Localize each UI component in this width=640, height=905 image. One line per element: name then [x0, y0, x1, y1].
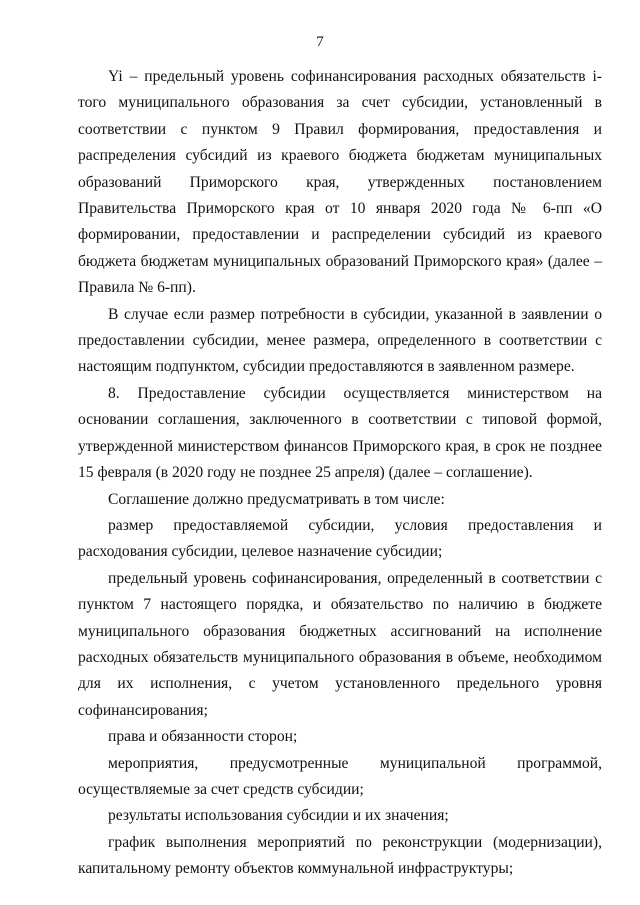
paragraph-agreement-intro: Соглашение должно предусматривать в том числе:: [108, 490, 445, 508]
list-item-program-measures: мероприятия, предусмотренные муниципальной программой, осуществляемые за счет средств субсидии;: [78, 754, 602, 798]
paragraph-yi-definition: Yi – предельный уровень софинансирования расходных обязательств i-того муниципального образования за счет субсидии, установленный в соответствии с пунктом 9 Правил формирования, предоставления и распределения субсидий из краевого бюджета бюджетам муниципальных образований Приморского края, утвержденных постановлением Правительства Приморского края от 10 января 2020 года № 6-пп «О формировании, предоставлении и распределении субсидий из краевого бюджета бюджетам муниципальных образований Приморского края» (далее – Правила № 6-пп).: [78, 68, 602, 297]
document-body: [78, 64, 602, 883]
list-item-schedule: график выполнения мероприятий по реконструкции (модернизации), капитальному ремонту объектов коммунальной инфраструктуры;: [78, 833, 602, 878]
paragraph-item-8: 8. Предоставление субсидии осуществляется министерством на основании соглашения, заключенного в соответствии с типовой формой, утвержденной министерством финансов Приморского края, в срок не позднее 15 февраля (в 2020 году не позднее 25 апреля) (далее – соглашение).: [78, 384, 602, 482]
paragraph-subsidy-size: В случае если размер потребности в субсидии, указанной в заявлении о предоставлении субсидии, менее размера, определенного в соответствии с настоящим подпунктом, субсидии предоставляются в заявленном размере.: [78, 305, 602, 376]
list-item-subsidy-size: размер предоставляемой субсидии, условия предоставления и расходования субсидии, целевое назначение субсидии;: [78, 516, 602, 561]
page-number: 7: [316, 34, 324, 50]
list-item-rights-duties: права и обязанности сторон;: [108, 728, 298, 746]
list-item-results: результаты использования субсидии и их значения;: [108, 807, 449, 825]
list-item-cofinancing-level: предельный уровень софинансирования, определенный в соответствии с пунктом 7 настоящего порядка, и обязательство по наличию в бюджете муниципального образования бюджетных ассигнований на исполнение расходных обязательств муниципального образования в объеме, необходимом для их исполнения, с учетом установленного предельного уровня софинансирования;: [78, 569, 602, 719]
